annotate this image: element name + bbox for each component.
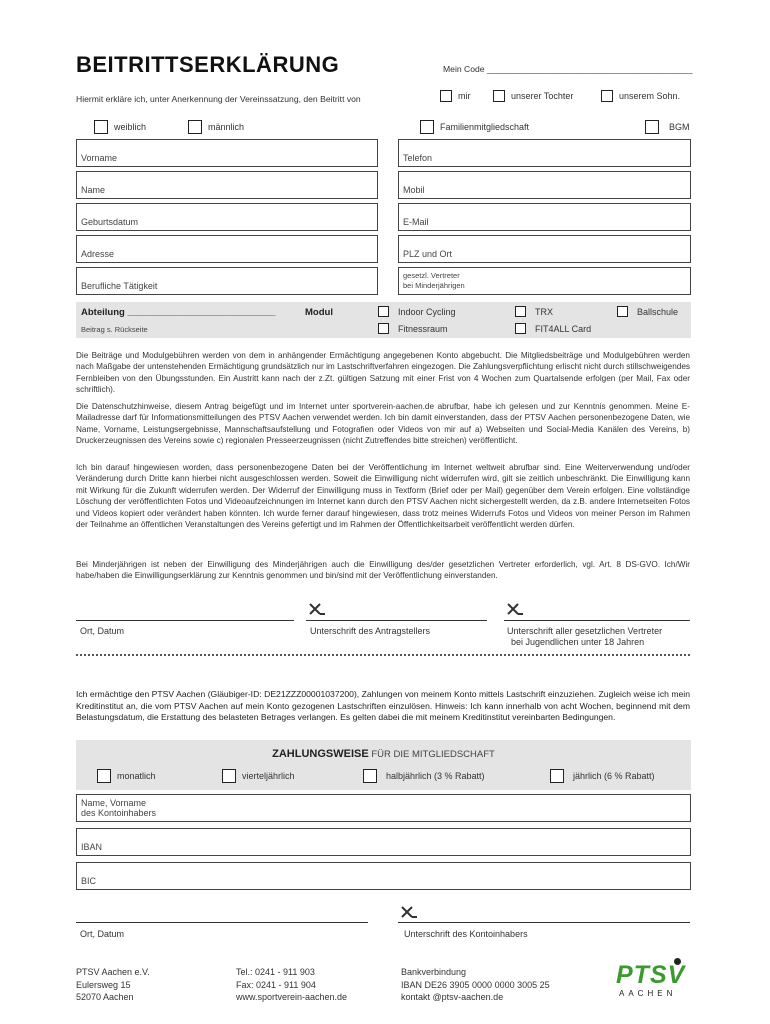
field-label: bei Minderjährigen [403, 281, 465, 290]
antragsteller-signature-label: Unterschrift des Antragstellers [310, 626, 431, 636]
heading-rest: FÜR DIE MITGLIEDSCHAFT [368, 749, 495, 760]
mobil-field[interactable] [398, 171, 691, 199]
checkbox-box[interactable] [188, 120, 202, 134]
footer-line: Fax: 0241 - 911 904 [236, 979, 316, 990]
checkbox-box[interactable] [515, 306, 526, 317]
checkbox-label: unserer Tochter [511, 91, 574, 101]
beitrag-note: Beitrag s. Rückseite [81, 325, 148, 334]
paragraph-veroeffentlichung: Ich bin darauf hingewiesen worden, dass personenbezogene Daten bei der Veröffentlichung im Internet weltweit abrufbar sind. Eine Weiterverwendung und/oder Veränderung durch Dritte kann hierbei nicht ausgeschlossen werden. Soweit die Einwilligung nicht widerrufen wird, gilt sie zeitlich unbeschränkt. Die Einwilligung kann mit Wirkung für die Zukunft widerrufen werden. Der Widerruf der Einwilligung muss in Textform (Brief oder per Mail) gegenüber dem Verein erfolgen. Eine vollständige Löschung der veröffentlichten Fotos und Videoaufzeichnungen im Internet kann durch den PTSV Aachen nicht sichergestellt werden, da z.B. andere Internetseiten Fotos und Videos kopiert oder verändert haben könnten. Ich wurde ferner darauf hingewiesen, dass trotz meines Widerrufs Fotos und Videos von meiner Person im Rahmen der Teilnahme an öffentlichen Veranstaltungen des Vereins gefertigt und im Rahmen der Öffentlichkeitsarbeit veröffentlicht werden dürfen. [76, 463, 690, 530]
geburtsdatum-field[interactable] [76, 203, 378, 231]
checkbox-tochter[interactable] [493, 90, 573, 102]
footer-line: IBAN DE26 3905 0000 0000 3005 25 [401, 979, 550, 990]
bic-field[interactable] [76, 862, 691, 890]
field-label: gesetzl. Vertreter [403, 271, 460, 280]
checkbox-box[interactable] [645, 120, 659, 134]
checkbox-label: BGM [669, 122, 690, 132]
field-label: E-Mail [403, 217, 429, 227]
checkbox-label: Fitnessraum [398, 323, 448, 334]
checkbox-bgm[interactable] [645, 120, 690, 134]
footer-line: PTSV Aachen e.V. [76, 967, 150, 977]
label-line: Unterschrift aller gesetzlichen Vertreter [507, 626, 663, 636]
checkbox-label: vierteljährlich [242, 771, 295, 781]
checkbox-label: unserem Sohn. [619, 91, 681, 101]
checkbox-box[interactable] [617, 306, 628, 317]
checkbox-label: TRX [535, 306, 553, 317]
checkbox-label: FIT4ALL Card [535, 323, 592, 334]
logo-wordmark: PTSV [616, 961, 686, 989]
field-label: Geburtsdatum [81, 217, 139, 227]
field-label: Vorname [81, 153, 118, 163]
field-label: Name [81, 185, 106, 195]
checkbox-label: Ballschule [637, 306, 679, 317]
checkbox-monatlich[interactable] [97, 769, 156, 783]
sepa-mandate-text: Ich ermächtige den PTSV Aachen (Gläubiger-ID: DE21ZZZ00001037200), Zahlungen von meinem Konto mittels Lastschrift einzuziehen. Zugleich weise ich mein Kreditinstitut an, die vom PTSV Aachen auf mein Konto gezogenen Lastschriften einzulösen. Hinweis: Ich kann innerhalb von acht Wochen, beginnend mit dem Belastungsdatum, die Erstattung des belasteten Betrages verlangen. Es gelten dabei die mit meinem Kreditinstitut vereinbarten Bedingungen. [76, 689, 690, 722]
ort-datum-label: Ort, Datum [80, 626, 125, 636]
checkbox-box[interactable] [363, 769, 377, 783]
vertreter-field[interactable] [398, 267, 691, 295]
footer-email-link[interactable]: kontakt @ptsv-aachen.de [401, 992, 504, 1002]
checkbox-box[interactable] [378, 306, 389, 317]
checkbox-box[interactable] [515, 323, 526, 334]
checkbox-maennlich[interactable] [188, 120, 244, 134]
field-label: Adresse [81, 249, 115, 259]
field-label: des Kontoinhabers [81, 808, 157, 818]
sign-here-icon [308, 602, 326, 616]
checkbox-box[interactable] [378, 323, 389, 334]
footer-line: Bankverbindung [401, 967, 467, 977]
checkbox-mir[interactable] [440, 90, 471, 102]
field-label: Telefon [403, 153, 433, 163]
footer-contact [236, 966, 347, 1004]
checkbox-box[interactable] [94, 120, 108, 134]
footer-address [76, 966, 150, 1004]
paragraph-datenschutz: Die Datenschutzhinweise, diesem Antrag beigefügt und im Internet unter sportverein-aachen.de abrufbar, habe ich gelesen und zur Kenntnis genommen. Meine E-Mailadresse darf für Informationsmitteilungen des PTSV Aachen verwendet werden. Ich bin damit einverstanden, dass der PTSV Aachen personenbezogene Daten, wie Name, Vorname, Leistungsergebnisse, Mannschaftsaufstellung und Fotografien oder Videos von mir auf a) Webseiten und Social-Media Kanälen des Vereins, b) Druckerzeugnissen des Vereins sowie c) regionalen Presseerzeugnissen (nicht Zutreffendes bitte streichen) veröffentlicht. [76, 402, 690, 446]
field-label: Mobil [403, 185, 425, 195]
field-label: BIC [81, 876, 97, 886]
plz-field[interactable] [398, 235, 691, 263]
name-field[interactable] [76, 171, 378, 199]
field-label: Berufliche Tätigkeit [81, 281, 158, 291]
email-field[interactable] [398, 203, 691, 231]
vertreter-signature-label [507, 626, 662, 648]
checkbox-sohn[interactable] [601, 90, 680, 102]
paragraph-minderjaehrige: Bei Minderjährigen ist neben der Einwilligung des Minderjährigen auch die Einwilligung des/der gesetzlichen Vertreter erforderlich, vgl. Art. 8 DS-GVO. Ich/Wir habe/haben die Einwilligungserklärung zur Kenntnis genommen und bin/sind mit der Veröffentlichung einverstanden. [76, 560, 690, 581]
kontoinhaber-signature-label: Unterschrift des Kontoinhabers [404, 929, 528, 939]
vorname-field[interactable] [76, 139, 378, 167]
adresse-field[interactable] [76, 235, 378, 263]
checkbox-familie[interactable] [420, 120, 529, 134]
checkbox-box[interactable] [550, 769, 564, 783]
checkbox-box[interactable] [420, 120, 434, 134]
checkbox-label: weiblich [114, 122, 147, 132]
ptsv-logo [616, 958, 692, 1002]
signature-line [398, 922, 690, 923]
checkbox-ballschule[interactable] [617, 306, 678, 317]
form-title: BEITRITTSERKLÄRUNG [76, 52, 340, 77]
checkbox-indoor-cycling[interactable] [378, 306, 456, 317]
telefon-field[interactable] [398, 139, 691, 167]
kontoinhaber-field[interactable] [76, 794, 691, 822]
checkbox-label: halbjährlich (3 % Rabatt) [386, 771, 485, 781]
signature-line [306, 620, 487, 621]
checkbox-box[interactable] [440, 90, 452, 102]
checkbox-trx[interactable] [515, 306, 553, 317]
checkbox-label: männlich [208, 122, 245, 132]
checkbox-label: Familienmitgliedschaft [440, 122, 530, 132]
signature-line [76, 922, 368, 923]
footer-line: 52070 Aachen [76, 992, 134, 1002]
paragraph-beitraege: Die Beiträge und Modulgebühren werden von dem in anhängender Ermächtigung angegebenen Konto abgebucht. Die Mitgliedsbeiträge und Modulgebühren werden nach Maßgabe der untenstehenden Ermächtigung grundsätzlich nur im Lastschriftverfahren eingezogen. Die Zahlungsverpflichtung erlischt nicht durch stillschweigendes Fernbleiben von den Übungsstunden. Ein Austritt kann nach der z.Zt. gültigen Satzung mit einer Frist von 4 Wochen zum Quartalsende erfolgen (per Mail, Fax oder schriftlich). [76, 351, 690, 395]
footer-web-link[interactable]: www.sportverein-aachen.de [236, 992, 348, 1002]
abteilung-field[interactable]: Abteilung ____________________________ [81, 307, 276, 318]
checkbox-label: Indoor Cycling [398, 306, 456, 317]
checkbox-box[interactable] [601, 90, 613, 102]
checkbox-fitnessraum[interactable] [378, 323, 448, 334]
checkbox-box[interactable] [97, 769, 111, 783]
checkbox-jaehrlich[interactable] [550, 769, 655, 783]
ort-datum-label: Ort, Datum [80, 929, 125, 939]
checkbox-label: jährlich (6 % Rabatt) [573, 771, 655, 781]
checkbox-label: monatlich [117, 771, 156, 781]
footer-bank [401, 966, 550, 1004]
intro-text: Hiermit erkläre ich, unter Anerkennung der Vereinssatzung, den Beitritt von [76, 94, 361, 104]
field-label: Name, Vorname [81, 798, 147, 808]
signature-line [76, 620, 294, 621]
field-label: PLZ und Ort [403, 249, 453, 259]
checkbox-label: mir [458, 91, 471, 101]
sign-here-icon [506, 602, 524, 616]
modul-label: Modul [305, 307, 333, 318]
signature-line [504, 620, 690, 621]
checkbox-fit4all[interactable] [515, 323, 591, 334]
checkbox-weiblich[interactable] [94, 120, 146, 134]
field-label: IBAN [81, 842, 103, 852]
cut-line [76, 654, 690, 656]
checkbox-box[interactable] [222, 769, 236, 783]
iban-field[interactable] [76, 828, 691, 856]
label-line: bei Jugendlichen unter 18 Jahren [511, 637, 645, 647]
zahlungsweise-heading [76, 748, 691, 760]
code-field[interactable]: Mein Code ___________________________________________ [443, 64, 693, 74]
footer-line: Eulersweg 15 [76, 979, 131, 990]
beruf-field[interactable] [76, 267, 378, 295]
checkbox-vierteljaehrlich[interactable] [222, 769, 295, 783]
logo-subtitle: AACHEN [619, 989, 677, 998]
checkbox-box[interactable] [493, 90, 505, 102]
sign-here-icon [400, 905, 418, 919]
checkbox-halbjaehrlich[interactable] [363, 769, 485, 783]
footer-line: Tel.: 0241 - 911 903 [236, 967, 315, 977]
heading-bold: ZAHLUNGSWEISE [272, 748, 369, 760]
